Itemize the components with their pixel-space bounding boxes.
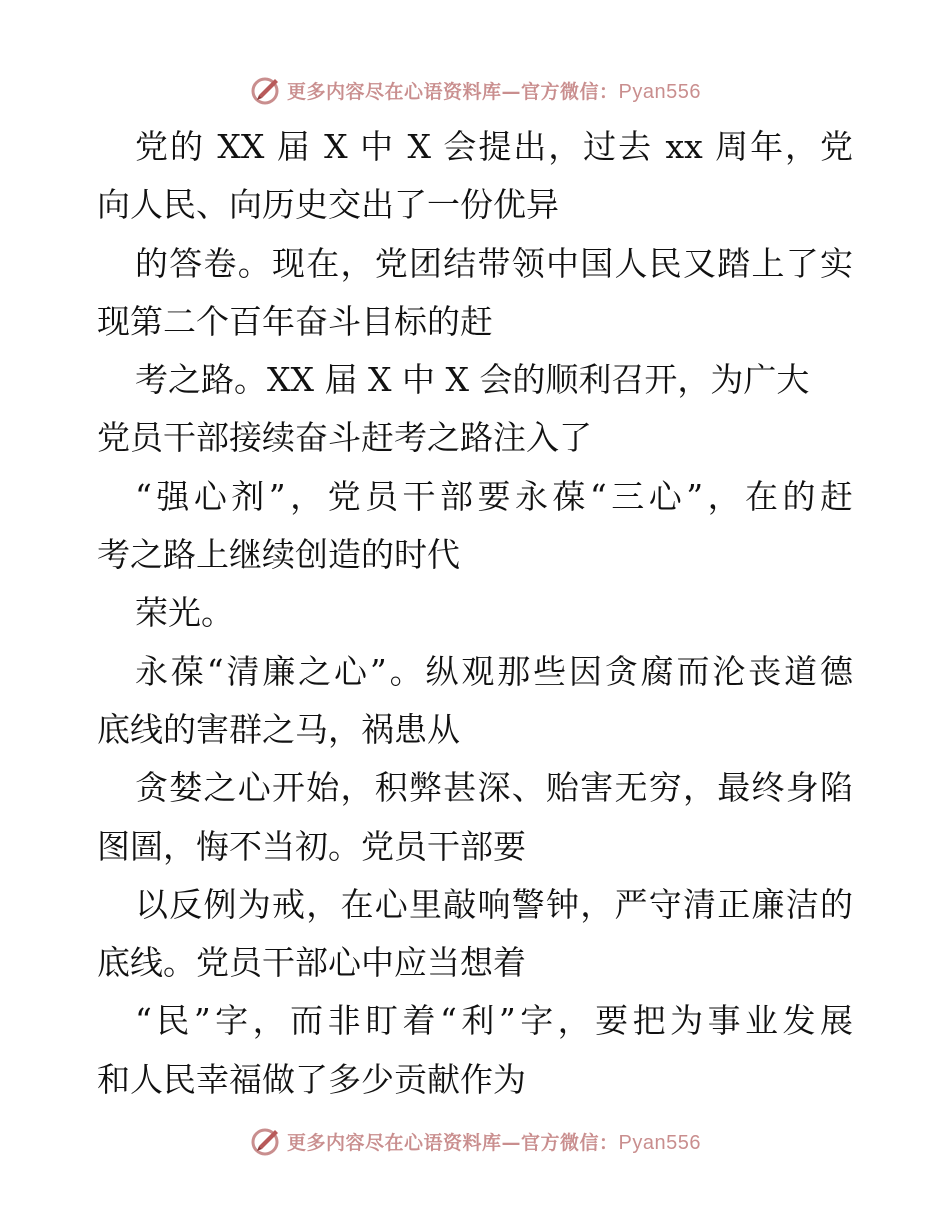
text-line: 考之路。XX 届 X 中 X 会的顺利召开，为广大 <box>135 360 810 400</box>
header-watermark-banner <box>0 70 950 110</box>
text-line: 党的 XX 届 X 中 X 会提出，过去 xx 周年，党 <box>135 127 853 166</box>
text-line: 的答卷。现在，党团结带领中国人民又踏上了实 <box>135 243 853 283</box>
text-line: 向人民、向历史交出了一份优异 <box>97 185 559 225</box>
text-line: 现第二个百年奋斗目标的赶 <box>97 301 493 341</box>
watermark-wechat-id: Pyan556 <box>618 1131 701 1154</box>
text-line: 荣光。 <box>135 593 234 633</box>
text-line: 底线的害群之马，祸患从 <box>97 709 460 749</box>
watermark-wechat-id: Pyan556 <box>618 80 701 103</box>
watermark-text: 更多内容尽在心语资料库—官方微信：Pyan556 <box>287 80 701 103</box>
pen-logo-icon <box>249 1124 283 1158</box>
text-line: 贪婪之心开始，积弊甚深、贻害无穷，最终身陷 <box>135 768 853 808</box>
text-line: 考之路上继续创造的时代 <box>97 535 460 575</box>
watermark-text: 更多内容尽在心语资料库—官方微信：Pyan556 <box>287 1131 701 1154</box>
text-line: 永葆“清廉之心”。纵观那些因贪腐而沦丧道德 <box>135 651 853 691</box>
text-line: 党员干部接续奋斗赶考之路注入了 <box>97 418 592 458</box>
document-body <box>97 118 853 1109</box>
text-line: 和人民幸福做了多少贡献作为 <box>97 1059 526 1099</box>
text-line: “民”字，而非盯着“利”字，要把为事业发展 <box>135 1001 853 1041</box>
pen-logo-icon <box>249 73 283 107</box>
text-line: 以反例为戒，在心里敲响警钟，严守清正廉洁的 <box>135 884 853 924</box>
text-line: 底线。党员干部心中应当想着 <box>97 943 526 983</box>
footer-watermark-banner <box>0 1121 950 1161</box>
text-line: “强心剂”，党员干部要永葆“三心”，在的赶 <box>135 476 853 516</box>
text-line: 图圄，悔不当初。党员干部要 <box>97 826 526 866</box>
